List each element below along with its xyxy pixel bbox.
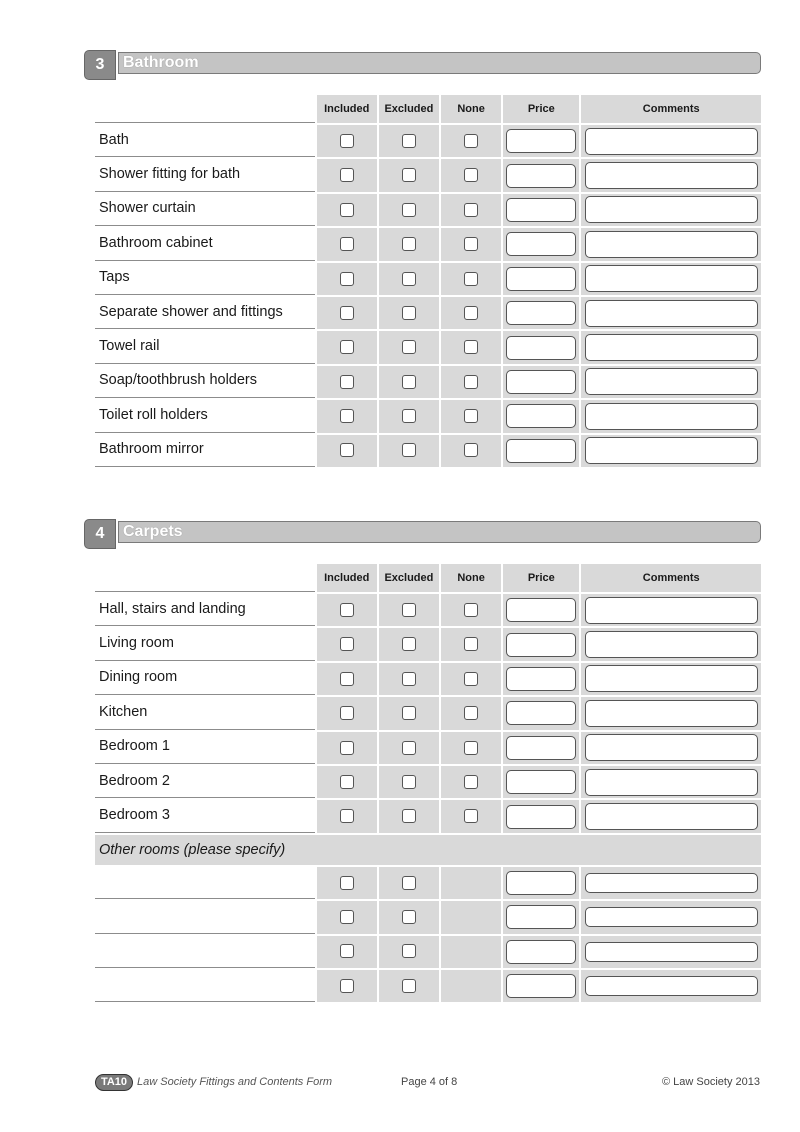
price-cell [501, 226, 579, 260]
price-cell [501, 764, 579, 798]
price-input[interactable] [506, 370, 576, 394]
comments-cell [579, 261, 761, 295]
other-room-name[interactable] [95, 865, 315, 899]
excluded-checkbox[interactable] [402, 603, 416, 617]
excluded-checkbox[interactable] [402, 876, 416, 890]
excluded-cell [377, 364, 439, 398]
none-cell [439, 329, 501, 363]
included-cell [315, 226, 377, 260]
none-cell [439, 364, 501, 398]
page-number: Page 4 of 8 [401, 1076, 458, 1088]
table-row [95, 865, 761, 899]
excluded-cell [377, 934, 439, 968]
table-row [95, 899, 761, 933]
none-checkbox[interactable] [464, 340, 478, 354]
col-price: Price [501, 95, 579, 123]
col-price: Price [501, 564, 579, 592]
comments-cell [579, 398, 761, 432]
price-input[interactable] [506, 129, 576, 153]
comments-cell [579, 695, 761, 729]
copyright: © Law Society 2013 [662, 1076, 760, 1088]
included-cell [315, 192, 377, 226]
comments-input[interactable] [585, 334, 758, 361]
comments-input[interactable] [585, 631, 758, 658]
excluded-cell [377, 261, 439, 295]
none-cell [439, 295, 501, 329]
excluded-checkbox[interactable] [402, 272, 416, 286]
price-input[interactable] [506, 301, 576, 325]
none-checkbox[interactable] [464, 203, 478, 217]
included-checkbox[interactable] [340, 443, 354, 457]
none-cell [439, 398, 501, 432]
price-input[interactable] [506, 667, 576, 691]
price-input[interactable] [506, 267, 576, 291]
price-cell [501, 865, 579, 899]
price-cell [501, 329, 579, 363]
item-label: Shower fitting for bath [95, 157, 315, 191]
comments-cell [579, 433, 761, 467]
carpets-table [95, 564, 761, 1002]
section-number: 3 [84, 50, 116, 80]
price-cell [501, 295, 579, 329]
included-checkbox[interactable] [340, 775, 354, 789]
table-row [95, 626, 761, 660]
item-label: Towel rail [95, 329, 315, 363]
price-input[interactable] [506, 805, 576, 829]
none-cell-empty [439, 865, 501, 899]
price-input[interactable] [506, 974, 576, 998]
included-checkbox[interactable] [340, 603, 354, 617]
included-cell [315, 261, 377, 295]
col-none: None [439, 95, 501, 123]
price-cell [501, 899, 579, 933]
item-label: Bedroom 1 [95, 730, 315, 764]
comments-input[interactable] [585, 597, 758, 624]
none-cell [439, 192, 501, 226]
excluded-cell [377, 592, 439, 626]
included-checkbox[interactable] [340, 306, 354, 320]
none-cell [439, 157, 501, 191]
comments-input[interactable] [585, 873, 758, 893]
item-label: Hall, stairs and landing [95, 592, 315, 626]
included-cell [315, 433, 377, 467]
included-cell [315, 934, 377, 968]
comments-cell [579, 329, 761, 363]
excluded-checkbox[interactable] [402, 809, 416, 823]
header-blank [95, 95, 315, 123]
price-input[interactable] [506, 940, 576, 964]
comments-input[interactable] [585, 976, 758, 996]
form-name: Law Society Fittings and Contents Form [137, 1076, 333, 1088]
comments-input[interactable] [585, 769, 758, 796]
comments-input[interactable] [585, 803, 758, 830]
excluded-cell [377, 865, 439, 899]
price-cell [501, 730, 579, 764]
excluded-checkbox[interactable] [402, 134, 416, 148]
none-cell [439, 592, 501, 626]
none-checkbox[interactable] [464, 237, 478, 251]
none-cell-empty [439, 899, 501, 933]
comments-cell [579, 968, 761, 1002]
comments-cell [579, 730, 761, 764]
excluded-checkbox[interactable] [402, 237, 416, 251]
item-label: Shower curtain [95, 192, 315, 226]
section-bathroom [84, 50, 761, 458]
price-cell [501, 592, 579, 626]
excluded-checkbox[interactable] [402, 741, 416, 755]
included-cell [315, 295, 377, 329]
none-cell [439, 798, 501, 832]
item-label: Taps [95, 261, 315, 295]
item-label: Bathroom cabinet [95, 226, 315, 260]
included-checkbox[interactable] [340, 134, 354, 148]
comments-cell [579, 899, 761, 933]
comments-cell [579, 226, 761, 260]
comments-input[interactable] [585, 907, 758, 927]
included-checkbox[interactable] [340, 203, 354, 217]
comments-cell [579, 626, 761, 660]
table-row [95, 261, 761, 295]
excluded-cell [377, 899, 439, 933]
excluded-cell [377, 433, 439, 467]
section-title: Bathroom [118, 52, 761, 74]
comments-cell [579, 934, 761, 968]
included-checkbox[interactable] [340, 237, 354, 251]
included-cell [315, 123, 377, 157]
included-cell [315, 730, 377, 764]
included-cell [315, 865, 377, 899]
none-cell [439, 123, 501, 157]
table-row [95, 764, 761, 798]
table-row [95, 934, 761, 968]
included-checkbox[interactable] [340, 409, 354, 423]
excluded-checkbox[interactable] [402, 375, 416, 389]
excluded-cell [377, 695, 439, 729]
price-cell [501, 157, 579, 191]
table-row [95, 661, 761, 695]
item-label: Bedroom 3 [95, 798, 315, 832]
price-cell [501, 398, 579, 432]
table-row [95, 295, 761, 329]
header-blank [95, 564, 315, 592]
comments-cell [579, 764, 761, 798]
comments-input[interactable] [585, 700, 758, 727]
other-rooms-row [95, 833, 761, 865]
col-none: None [439, 564, 501, 592]
excluded-cell [377, 764, 439, 798]
none-checkbox[interactable] [464, 775, 478, 789]
price-input[interactable] [506, 198, 576, 222]
table-row [95, 123, 761, 157]
price-cell [501, 798, 579, 832]
price-cell [501, 695, 579, 729]
none-cell [439, 661, 501, 695]
comments-input[interactable] [585, 162, 758, 189]
comments-input[interactable] [585, 196, 758, 223]
table-row [95, 157, 761, 191]
excluded-cell [377, 626, 439, 660]
none-cell [439, 626, 501, 660]
none-checkbox[interactable] [464, 272, 478, 286]
bathroom-table [95, 95, 761, 467]
included-checkbox[interactable] [340, 910, 354, 924]
price-cell [501, 433, 579, 467]
price-cell [501, 364, 579, 398]
comments-cell [579, 157, 761, 191]
comments-cell [579, 123, 761, 157]
other-rooms-label: Other rooms (please specify) [95, 833, 761, 865]
included-checkbox[interactable] [340, 979, 354, 993]
price-input[interactable] [506, 336, 576, 360]
excluded-cell [377, 730, 439, 764]
item-label: Soap/toothbrush holders [95, 364, 315, 398]
none-cell [439, 433, 501, 467]
col-excluded: Excluded [377, 95, 439, 123]
item-label: Bathroom mirror [95, 433, 315, 467]
table-row [95, 226, 761, 260]
excluded-cell [377, 192, 439, 226]
included-checkbox[interactable] [340, 876, 354, 890]
col-included: Included [315, 564, 377, 592]
excluded-checkbox[interactable] [402, 443, 416, 457]
included-cell [315, 592, 377, 626]
excluded-checkbox[interactable] [402, 203, 416, 217]
included-checkbox[interactable] [340, 672, 354, 686]
excluded-cell [377, 123, 439, 157]
excluded-checkbox[interactable] [402, 637, 416, 651]
none-checkbox[interactable] [464, 603, 478, 617]
excluded-checkbox[interactable] [402, 910, 416, 924]
comments-cell [579, 661, 761, 695]
included-cell [315, 329, 377, 363]
excluded-checkbox[interactable] [402, 340, 416, 354]
col-excluded: Excluded [377, 564, 439, 592]
price-input[interactable] [506, 770, 576, 794]
comments-input[interactable] [585, 368, 758, 395]
excluded-checkbox[interactable] [402, 706, 416, 720]
comments-cell [579, 295, 761, 329]
excluded-checkbox[interactable] [402, 979, 416, 993]
excluded-cell [377, 329, 439, 363]
col-included: Included [315, 95, 377, 123]
included-checkbox[interactable] [340, 706, 354, 720]
comments-cell [579, 592, 761, 626]
excluded-cell [377, 157, 439, 191]
none-checkbox[interactable] [464, 134, 478, 148]
comments-cell [579, 364, 761, 398]
excluded-checkbox[interactable] [402, 775, 416, 789]
excluded-cell [377, 661, 439, 695]
excluded-checkbox[interactable] [402, 409, 416, 423]
comments-input[interactable] [585, 300, 758, 327]
table-row [95, 592, 761, 626]
included-cell [315, 157, 377, 191]
price-input[interactable] [506, 232, 576, 256]
comments-input[interactable] [585, 128, 758, 155]
excluded-cell [377, 798, 439, 832]
included-checkbox[interactable] [340, 340, 354, 354]
comments-input[interactable] [585, 437, 758, 464]
included-cell [315, 899, 377, 933]
price-cell [501, 661, 579, 695]
comments-cell [579, 798, 761, 832]
comments-input[interactable] [585, 734, 758, 761]
price-input[interactable] [506, 164, 576, 188]
none-checkbox[interactable] [464, 409, 478, 423]
included-cell [315, 695, 377, 729]
table-row [95, 695, 761, 729]
included-cell [315, 764, 377, 798]
table-row [95, 364, 761, 398]
price-input[interactable] [506, 404, 576, 428]
item-label: Bath [95, 123, 315, 157]
price-input[interactable] [506, 633, 576, 657]
table-row [95, 329, 761, 363]
price-input[interactable] [506, 701, 576, 725]
other-room-name[interactable] [95, 899, 315, 933]
excluded-cell [377, 968, 439, 1002]
section-header [84, 50, 761, 80]
other-room-name[interactable] [95, 934, 315, 968]
item-label: Toilet roll holders [95, 398, 315, 432]
price-input[interactable] [506, 598, 576, 622]
included-checkbox[interactable] [340, 741, 354, 755]
price-input[interactable] [506, 439, 576, 463]
excluded-checkbox[interactable] [402, 944, 416, 958]
price-cell [501, 968, 579, 1002]
included-cell [315, 968, 377, 1002]
section-title: Carpets [118, 521, 761, 543]
none-checkbox[interactable] [464, 443, 478, 457]
included-cell [315, 398, 377, 432]
comments-input[interactable] [585, 265, 758, 292]
item-label: Dining room [95, 661, 315, 695]
none-checkbox[interactable] [464, 672, 478, 686]
excluded-cell [377, 295, 439, 329]
excluded-checkbox[interactable] [402, 168, 416, 182]
included-checkbox[interactable] [340, 944, 354, 958]
price-input[interactable] [506, 871, 576, 895]
comments-input[interactable] [585, 665, 758, 692]
item-label: Living room [95, 626, 315, 660]
table-row [95, 192, 761, 226]
comments-cell [579, 865, 761, 899]
included-checkbox[interactable] [340, 375, 354, 389]
none-cell [439, 695, 501, 729]
table-row [95, 798, 761, 832]
comments-input[interactable] [585, 231, 758, 258]
page-footer [95, 1074, 760, 1092]
col-comments: Comments [579, 564, 761, 592]
included-checkbox[interactable] [340, 809, 354, 823]
item-label: Separate shower and fittings [95, 295, 315, 329]
excluded-checkbox[interactable] [402, 672, 416, 686]
included-checkbox[interactable] [340, 168, 354, 182]
none-checkbox[interactable] [464, 375, 478, 389]
none-cell [439, 226, 501, 260]
comments-input[interactable] [585, 942, 758, 962]
item-label: Kitchen [95, 695, 315, 729]
excluded-cell [377, 398, 439, 432]
none-cell-empty [439, 968, 501, 1002]
section-header [84, 519, 761, 549]
excluded-checkbox[interactable] [402, 306, 416, 320]
none-checkbox[interactable] [464, 741, 478, 755]
comments-cell [579, 192, 761, 226]
included-cell [315, 364, 377, 398]
included-checkbox[interactable] [340, 637, 354, 651]
price-cell [501, 934, 579, 968]
price-input[interactable] [506, 905, 576, 929]
none-cell [439, 764, 501, 798]
price-input[interactable] [506, 736, 576, 760]
section-carpets [84, 519, 761, 858]
none-cell-empty [439, 934, 501, 968]
form-code-badge: TA10 [95, 1074, 133, 1091]
price-cell [501, 261, 579, 295]
none-checkbox[interactable] [464, 306, 478, 320]
item-label: Bedroom 2 [95, 764, 315, 798]
none-checkbox[interactable] [464, 809, 478, 823]
none-cell [439, 730, 501, 764]
comments-input[interactable] [585, 403, 758, 430]
table-row [95, 968, 761, 1002]
included-cell [315, 661, 377, 695]
price-cell [501, 626, 579, 660]
none-checkbox[interactable] [464, 637, 478, 651]
table-row [95, 433, 761, 467]
none-checkbox[interactable] [464, 706, 478, 720]
price-cell [501, 123, 579, 157]
col-comments: Comments [579, 95, 761, 123]
none-checkbox[interactable] [464, 168, 478, 182]
table-row [95, 398, 761, 432]
included-cell [315, 626, 377, 660]
price-cell [501, 192, 579, 226]
excluded-cell [377, 226, 439, 260]
other-room-name[interactable] [95, 968, 315, 1002]
section-number: 4 [84, 519, 116, 549]
table-row [95, 730, 761, 764]
none-cell [439, 261, 501, 295]
included-checkbox[interactable] [340, 272, 354, 286]
included-cell [315, 798, 377, 832]
